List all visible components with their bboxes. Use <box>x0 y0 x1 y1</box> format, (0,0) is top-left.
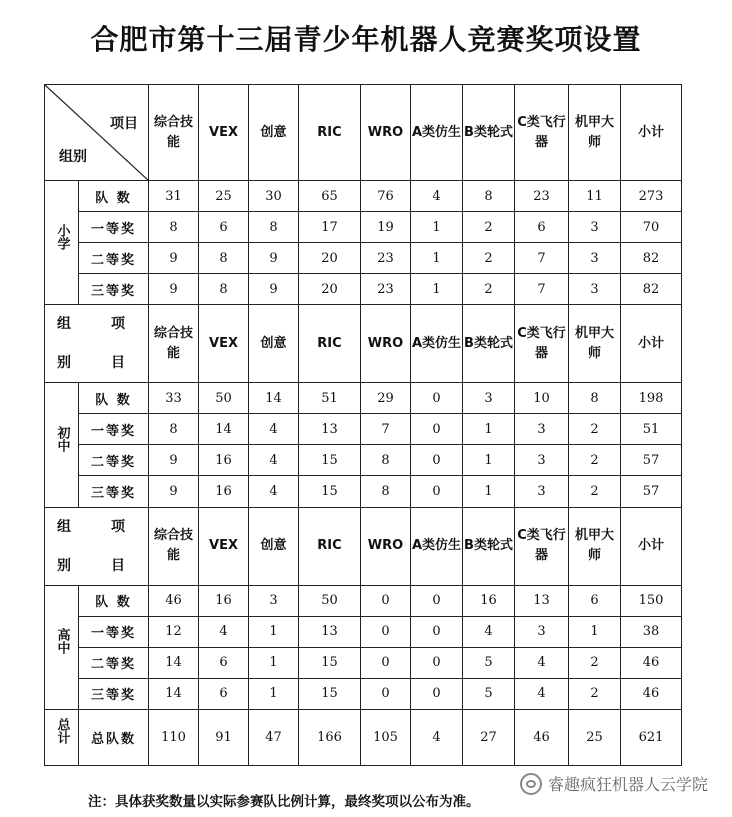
table-cell: 3 <box>569 243 621 274</box>
column-header: 综合技能 <box>149 507 199 585</box>
table-cell: 20 <box>299 274 361 305</box>
group-name: 高中 <box>54 628 70 655</box>
table-cell: 14 <box>199 414 249 445</box>
column-header: 小计 <box>621 305 682 383</box>
column-header: 创意 <box>249 85 299 181</box>
total-cell: 4 <box>411 709 463 765</box>
table-cell: 2 <box>569 414 621 445</box>
table-cell: 51 <box>621 414 682 445</box>
column-header: B类轮式 <box>463 305 515 383</box>
table-cell: 70 <box>621 212 682 243</box>
table-cell: 9 <box>249 274 299 305</box>
table-cell: 5 <box>463 647 515 678</box>
total-cell: 25 <box>569 709 621 765</box>
table-cell: 50 <box>299 585 361 616</box>
row-label: 三等奖 <box>79 678 149 709</box>
table-cell: 50 <box>199 383 249 414</box>
column-header: RIC <box>299 305 361 383</box>
table-cell: 23 <box>515 181 569 212</box>
table-cell: 3 <box>515 414 569 445</box>
row-label: 队 数 <box>79 585 149 616</box>
table-row <box>45 647 682 678</box>
table-cell: 17 <box>299 212 361 243</box>
column-header: A类仿生 <box>411 305 463 383</box>
header-row <box>45 85 682 181</box>
table-cell: 38 <box>621 616 682 647</box>
column-header: RIC <box>299 85 361 181</box>
group-label: 组别 <box>59 149 87 166</box>
total-group-cell <box>45 709 79 765</box>
column-header: C类飞行器 <box>515 507 569 585</box>
table-cell: 0 <box>411 476 463 507</box>
total-cell: 91 <box>199 709 249 765</box>
total-group-name: 总计 <box>54 718 70 745</box>
table-cell: 0 <box>411 678 463 709</box>
table-cell: 273 <box>621 181 682 212</box>
table-row <box>45 476 682 507</box>
column-header: 综合技能 <box>149 305 199 383</box>
table-row <box>45 414 682 445</box>
table-cell: 19 <box>361 212 411 243</box>
table-cell: 8 <box>361 445 411 476</box>
table-cell: 1 <box>463 476 515 507</box>
table-row <box>45 383 682 414</box>
group-name: 小学 <box>54 223 70 250</box>
table-cell: 16 <box>199 476 249 507</box>
table-cell: 8 <box>569 383 621 414</box>
column-header: 创意 <box>249 305 299 383</box>
row-label: 一等奖 <box>79 616 149 647</box>
table-cell: 2 <box>463 212 515 243</box>
table-cell: 82 <box>621 243 682 274</box>
table-cell: 46 <box>621 678 682 709</box>
total-cell: 47 <box>249 709 299 765</box>
awards-table <box>44 84 682 766</box>
table-cell: 13 <box>299 616 361 647</box>
group-project-header-cell <box>45 305 149 383</box>
table-cell: 8 <box>463 181 515 212</box>
table-cell: 9 <box>149 243 199 274</box>
table-cell: 6 <box>199 212 249 243</box>
group-char: 别 <box>57 355 71 372</box>
total-row <box>45 709 682 765</box>
table-cell: 46 <box>149 585 199 616</box>
table-cell: 4 <box>249 414 299 445</box>
table-cell: 2 <box>569 647 621 678</box>
table-cell: 8 <box>149 414 199 445</box>
table-cell: 0 <box>361 678 411 709</box>
row-label: 三等奖 <box>79 274 149 305</box>
project-label: 项目 <box>110 116 138 132</box>
table-cell: 16 <box>199 445 249 476</box>
row-label: 二等奖 <box>79 243 149 274</box>
table-cell: 16 <box>463 585 515 616</box>
table-cell: 12 <box>149 616 199 647</box>
row-label: 一等奖 <box>79 414 149 445</box>
table-cell: 14 <box>149 647 199 678</box>
table-cell: 0 <box>411 647 463 678</box>
table-cell: 57 <box>621 445 682 476</box>
table-cell: 8 <box>199 243 249 274</box>
table-cell: 1 <box>463 445 515 476</box>
table-cell: 4 <box>463 616 515 647</box>
watermark <box>520 772 708 795</box>
table-cell: 14 <box>249 383 299 414</box>
total-cell: 110 <box>149 709 199 765</box>
table-cell: 23 <box>361 243 411 274</box>
sub-header-row <box>45 305 682 383</box>
column-header: 创意 <box>249 507 299 585</box>
table-cell: 4 <box>515 678 569 709</box>
table-cell: 0 <box>361 616 411 647</box>
table-cell: 5 <box>463 678 515 709</box>
table-cell: 8 <box>199 274 249 305</box>
table-cell: 82 <box>621 274 682 305</box>
table-cell: 1 <box>411 274 463 305</box>
row-label: 一等奖 <box>79 212 149 243</box>
table-cell: 1 <box>569 616 621 647</box>
table-cell: 20 <box>299 243 361 274</box>
project-char: 项 <box>111 316 125 333</box>
table-cell: 0 <box>411 616 463 647</box>
total-cell: 105 <box>361 709 411 765</box>
table-cell: 2 <box>569 476 621 507</box>
row-label: 二等奖 <box>79 445 149 476</box>
table-cell: 4 <box>249 445 299 476</box>
table-cell: 150 <box>621 585 682 616</box>
table-cell: 3 <box>515 445 569 476</box>
column-header: 小计 <box>621 507 682 585</box>
table-cell: 8 <box>149 212 199 243</box>
wechat-icon <box>520 773 542 795</box>
table-cell: 15 <box>299 678 361 709</box>
table-cell: 2 <box>463 243 515 274</box>
table-cell: 14 <box>149 678 199 709</box>
table-cell: 7 <box>361 414 411 445</box>
column-header: C类飞行器 <box>515 305 569 383</box>
column-header: 机甲大师 <box>569 507 621 585</box>
table-cell: 16 <box>199 585 249 616</box>
footnote: 注：具体获奖数量以实际参赛队比例计算，最终奖项以公布为准。 <box>88 794 480 810</box>
watermark-text: 睿趣疯狂机器人云学院 <box>548 775 709 794</box>
table-cell: 1 <box>249 678 299 709</box>
table-cell: 23 <box>361 274 411 305</box>
table-cell: 2 <box>569 445 621 476</box>
project-char: 项 <box>111 518 125 535</box>
table-cell: 9 <box>249 243 299 274</box>
table-cell: 51 <box>299 383 361 414</box>
table-cell: 15 <box>299 476 361 507</box>
column-header: 综合技能 <box>149 85 199 181</box>
table-cell: 7 <box>515 274 569 305</box>
total-cell: 27 <box>463 709 515 765</box>
column-header: RIC <box>299 507 361 585</box>
table-cell: 31 <box>149 181 199 212</box>
table-cell: 3 <box>515 616 569 647</box>
table-cell: 3 <box>569 212 621 243</box>
total-cell: 621 <box>621 709 682 765</box>
group-project-header-cell <box>45 507 149 585</box>
column-header: WRO <box>361 507 411 585</box>
table-cell: 6 <box>515 212 569 243</box>
awards-table-body <box>45 85 682 766</box>
sub-header-row <box>45 507 682 585</box>
table-cell: 15 <box>299 647 361 678</box>
table-cell: 15 <box>299 445 361 476</box>
table-row <box>45 616 682 647</box>
table-cell: 7 <box>515 243 569 274</box>
table-row <box>45 243 682 274</box>
table-cell: 4 <box>249 476 299 507</box>
table-cell: 1 <box>249 616 299 647</box>
project-char: 目 <box>111 355 125 372</box>
table-cell: 3 <box>249 585 299 616</box>
column-header: B类轮式 <box>463 507 515 585</box>
table-cell: 4 <box>199 616 249 647</box>
table-cell: 0 <box>411 585 463 616</box>
table-row <box>45 212 682 243</box>
project-char: 目 <box>111 557 125 574</box>
column-header: VEX <box>199 305 249 383</box>
table-row <box>45 181 682 212</box>
row-label: 队 数 <box>79 383 149 414</box>
table-cell: 6 <box>569 585 621 616</box>
table-cell: 13 <box>515 585 569 616</box>
table-row <box>45 274 682 305</box>
table-cell: 1 <box>249 647 299 678</box>
table-cell: 46 <box>621 647 682 678</box>
total-cell: 46 <box>515 709 569 765</box>
group-name: 初中 <box>54 425 70 452</box>
table-cell: 4 <box>515 647 569 678</box>
table-cell: 13 <box>299 414 361 445</box>
row-label: 队 数 <box>79 181 149 212</box>
table-cell: 25 <box>199 181 249 212</box>
table-cell: 57 <box>621 476 682 507</box>
table-cell: 0 <box>361 585 411 616</box>
table-cell: 0 <box>411 383 463 414</box>
table-cell: 30 <box>249 181 299 212</box>
table-cell: 3 <box>569 274 621 305</box>
group-char: 组 <box>57 518 71 535</box>
column-header: WRO <box>361 85 411 181</box>
table-cell: 198 <box>621 383 682 414</box>
column-header: 机甲大师 <box>569 305 621 383</box>
row-label: 二等奖 <box>79 647 149 678</box>
column-header: A类仿生 <box>411 507 463 585</box>
table-cell: 9 <box>149 274 199 305</box>
group-char: 别 <box>57 557 71 574</box>
table-cell: 6 <box>199 647 249 678</box>
group-cell <box>45 181 79 305</box>
table-cell: 1 <box>463 414 515 445</box>
table-cell: 8 <box>361 476 411 507</box>
table-cell: 2 <box>569 678 621 709</box>
table-cell: 6 <box>199 678 249 709</box>
row-label: 三等奖 <box>79 476 149 507</box>
column-header: VEX <box>199 507 249 585</box>
table-cell: 3 <box>515 476 569 507</box>
table-cell: 9 <box>149 476 199 507</box>
group-cell <box>45 585 79 709</box>
table-cell: 11 <box>569 181 621 212</box>
group-char: 组 <box>57 316 71 333</box>
table-cell: 3 <box>463 383 515 414</box>
table-row <box>45 585 682 616</box>
table-cell: 1 <box>411 243 463 274</box>
total-label: 总队数 <box>79 709 149 765</box>
table-cell: 65 <box>299 181 361 212</box>
table-cell: 10 <box>515 383 569 414</box>
column-header: 机甲大师 <box>569 85 621 181</box>
table-cell: 33 <box>149 383 199 414</box>
column-header: B类轮式 <box>463 85 515 181</box>
table-cell: 8 <box>249 212 299 243</box>
column-header: 小计 <box>621 85 682 181</box>
column-header: A类仿生 <box>411 85 463 181</box>
table-cell: 76 <box>361 181 411 212</box>
table-cell: 1 <box>411 212 463 243</box>
total-cell: 166 <box>299 709 361 765</box>
table-cell: 0 <box>361 647 411 678</box>
diagonal-header-cell <box>45 85 149 181</box>
column-header: WRO <box>361 305 411 383</box>
table-row <box>45 445 682 476</box>
table-cell: 4 <box>411 181 463 212</box>
page-title: 合肥市第十三届青少年机器人竞赛奖项设置 <box>90 23 642 56</box>
group-cell <box>45 383 79 507</box>
table-cell: 0 <box>411 414 463 445</box>
table-cell: 9 <box>149 445 199 476</box>
table-cell: 2 <box>463 274 515 305</box>
column-header: VEX <box>199 85 249 181</box>
table-row <box>45 678 682 709</box>
column-header: C类飞行器 <box>515 85 569 181</box>
table-cell: 29 <box>361 383 411 414</box>
table-cell: 0 <box>411 445 463 476</box>
